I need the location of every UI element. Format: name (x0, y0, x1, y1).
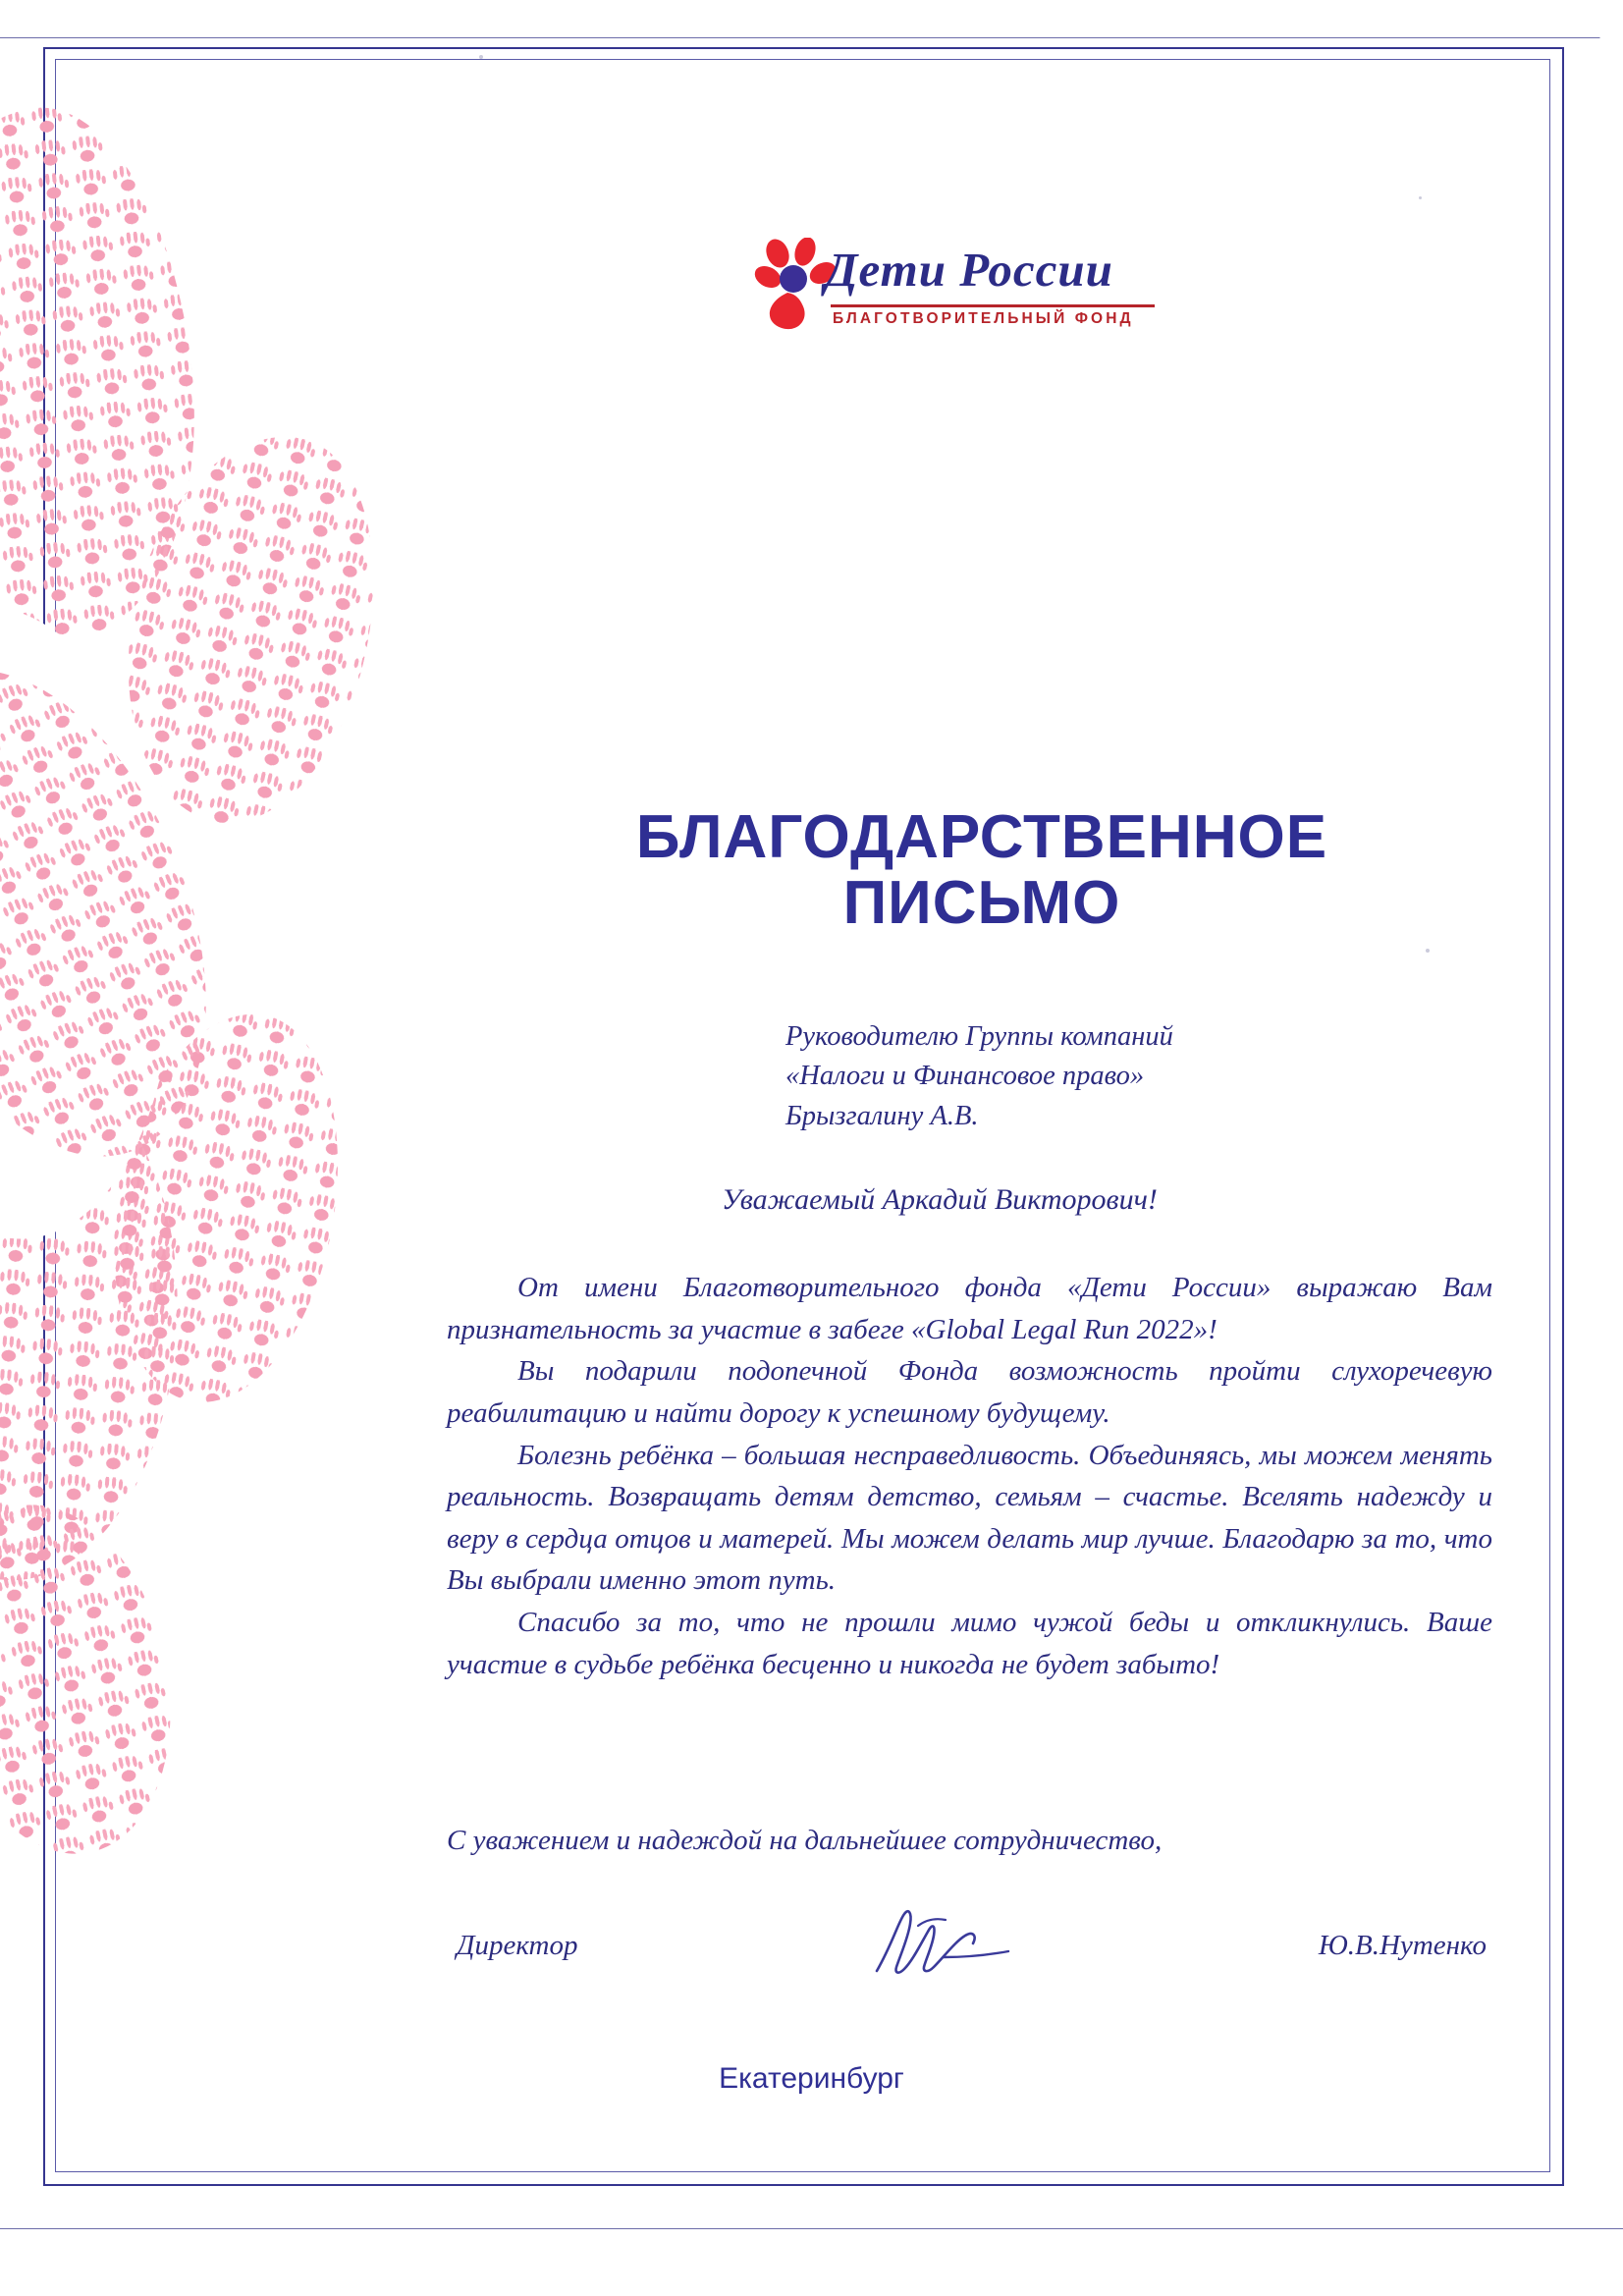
page-title (550, 805, 1414, 937)
closing-line: С уважением и надеждой на дальнейшее сотрудничество, (447, 1825, 1163, 1856)
addressee-line-1: Руководителю Группы компаний (785, 1021, 1173, 1052)
signature-row (447, 1920, 1492, 1989)
page-title-line1: БЛАГОДАРСТВЕННОЕ (635, 803, 1328, 871)
page-corner-cut (1562, 0, 1623, 61)
addressee-line-2: «Налоги и Финансовое право» (785, 1061, 1145, 1092)
handwritten-signature-icon (849, 1896, 1055, 1995)
letter-paragraph-4: Спасибо за то, что не прошли мимо чужой беды и откликнулись. Ваше участие в судьбе ребёнка бесценно и никогда не будет забыто! (447, 1607, 1492, 1680)
page-title-line2: ПИСЬМО (842, 868, 1121, 937)
letter-paragraph-2: Вы подарили подопечной Фонда возможность пройти слухоречевую реабилитацию и найти дорогу к успешному будущему. (447, 1355, 1492, 1429)
signer-name: Ю.В.Нутенко (1318, 1930, 1487, 1961)
logo-tagline: БЛАГОТВОРИТЕЛЬНЫЙ ФОНД (833, 310, 1134, 327)
scan-border-bottom (0, 2228, 1623, 2229)
scan-border-top (0, 37, 1623, 38)
addressee-line-3: Брызгалину А.В. (785, 1100, 979, 1131)
city-label: Екатеринбург (719, 2062, 904, 2095)
addressee-block (785, 1017, 1173, 1136)
scan-speck (1426, 949, 1430, 953)
logo-first-letter: Д (825, 243, 859, 297)
signer-role: Директор (457, 1930, 578, 1961)
logo-underline (831, 304, 1155, 307)
letter-paragraph-1: От имени Благотворительного фонда «Дети России» выражаю Вам признательность за участие в забеге «Global Legal Run 2022»! (447, 1272, 1492, 1345)
letter-body (447, 1267, 1492, 1685)
greeting-line: Уважаемый Аркадий Викторович! (722, 1183, 1158, 1216)
fund-logo (748, 232, 1161, 359)
scan-speck (1419, 196, 1422, 199)
scan-speck (479, 55, 483, 59)
letter-paragraph-3: Болезнь ребёнка – большая несправедливость. Объединяясь, мы можем менять реальность. Возвращать детям детство, семьям – счастье. Вселять надежду и веру в сердца отцов и матерей. Мы можем делать мир лучше. Благодарю за то, что Вы выбрали именно этот путь. (447, 1439, 1492, 1597)
logo-wordmark (825, 242, 1113, 298)
logo-name-main: ети России (858, 243, 1113, 297)
